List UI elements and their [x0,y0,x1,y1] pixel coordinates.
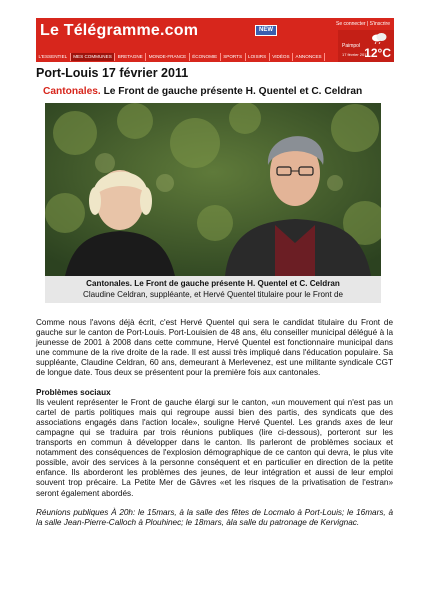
photo-illustration [45,103,381,276]
caption-title: Cantonales. Le Front de gauche présente H. Quentel et C. Celdran [86,279,340,288]
site-header [36,18,394,62]
article-paragraph: Ils veulent représenter le Front de gauche élargi sur le canton, «un mouvement qui n'est pas un cartel de partis politiques mais qui regroupe aussi bien des partis, des syndicats que des associations engagés dans l'action locale», souligne Hervé Quentel. Les grands axes de leur campagne qui se traduira par trois réunions publiques (lire ci-dessous), porteront sur les transports en commun à développer dans le canton. Ils parleront de problèmes sociaux et notamment des conséquences de l'explosion démographique de ce canton qui devra, le plus vite possible, avoir des services à la personne conséquent et en particulier en direction de la petite enfance. Ils aborderont les problèmes des jeunes, de leur intégration et aussi de leur emploi souvent trop précaire. La Petite Mer de Gâvres «et les risques de la privatisation de l'estran» seront également abordés. [36,397,393,498]
meetings-paragraph: Réunions publiques À 20h: le 15mars, à la salle des fêtes de Locmalo à Port-Louis; le 16mars, à la salle Jean-Pierre-Calloch à Plouhinec; le 18mars, àla salle du patronage de Kervignac. [36,507,393,527]
weather-temp: 12°C [364,46,391,60]
article-photo [45,103,381,276]
nav-item[interactable]: BRETAGNE [115,53,146,61]
dateline: Port-Louis 17 février 2011 [36,66,189,80]
nav-item[interactable]: MES COMMUNES [71,53,116,61]
login-link[interactable]: Se connecter | S'inscrire [336,21,390,27]
title-text: Le Front de gauche présente H. Quentel et C. Celdran [100,86,363,97]
new-badge: NEW [255,25,277,36]
logo-text: Le Télégramme [40,22,160,39]
article-section [36,388,393,499]
article-body [36,318,393,537]
nav-item[interactable]: L'ESSENTIEL [36,53,71,61]
weather-city: Paimpol [342,43,361,49]
nav-item[interactable]: SPORTS [221,53,246,61]
nav-item[interactable]: ÉCONOMIE [190,53,221,61]
photo-caption [45,276,381,303]
weather-date: 17 février 2011 [342,52,369,57]
caption-text: Claudine Celdran, suppléante, et Hervé Quentel titulaire pour le Front de [82,290,344,299]
title-kicker: Cantonales. [43,86,101,97]
main-nav [36,52,338,62]
article-paragraph: Comme nous l'avons déjà écrit, c'est Hervé Quentel qui sera le candidat titulaire du Front de gauche sur le canton de Port-Louis. Port-Louisien de 48 ans, élu conseiller municipal délégué à la jeunesse de 2001 à 2008 dans cette commune, Hervé Quentel est fonctionnaire municipal dans une commune de la rive droite de la rade. Il est aussi très impliqué dans l'éducation populaire. Sa suppléante, Claudine Celdran, 60 ans, demeurant à Merlevenez, est une militante syndicale CGT de longue date. Tous deux se présentent pour la première fois aux cantonales. [36,318,393,378]
article-title [43,86,403,97]
nav-item[interactable]: ANNONCES [293,53,325,61]
nav-item[interactable]: MONDE-FRANCE [146,53,190,61]
site-logo[interactable] [40,22,198,40]
logo-suffix: .com [159,22,199,39]
nav-item[interactable]: LOISIRS [246,53,270,61]
section-heading: Problèmes sociaux [36,387,111,397]
weather-widget[interactable] [338,30,394,62]
cloud-rain-icon [370,32,388,44]
nav-item[interactable]: VIDÉOS [270,53,293,61]
